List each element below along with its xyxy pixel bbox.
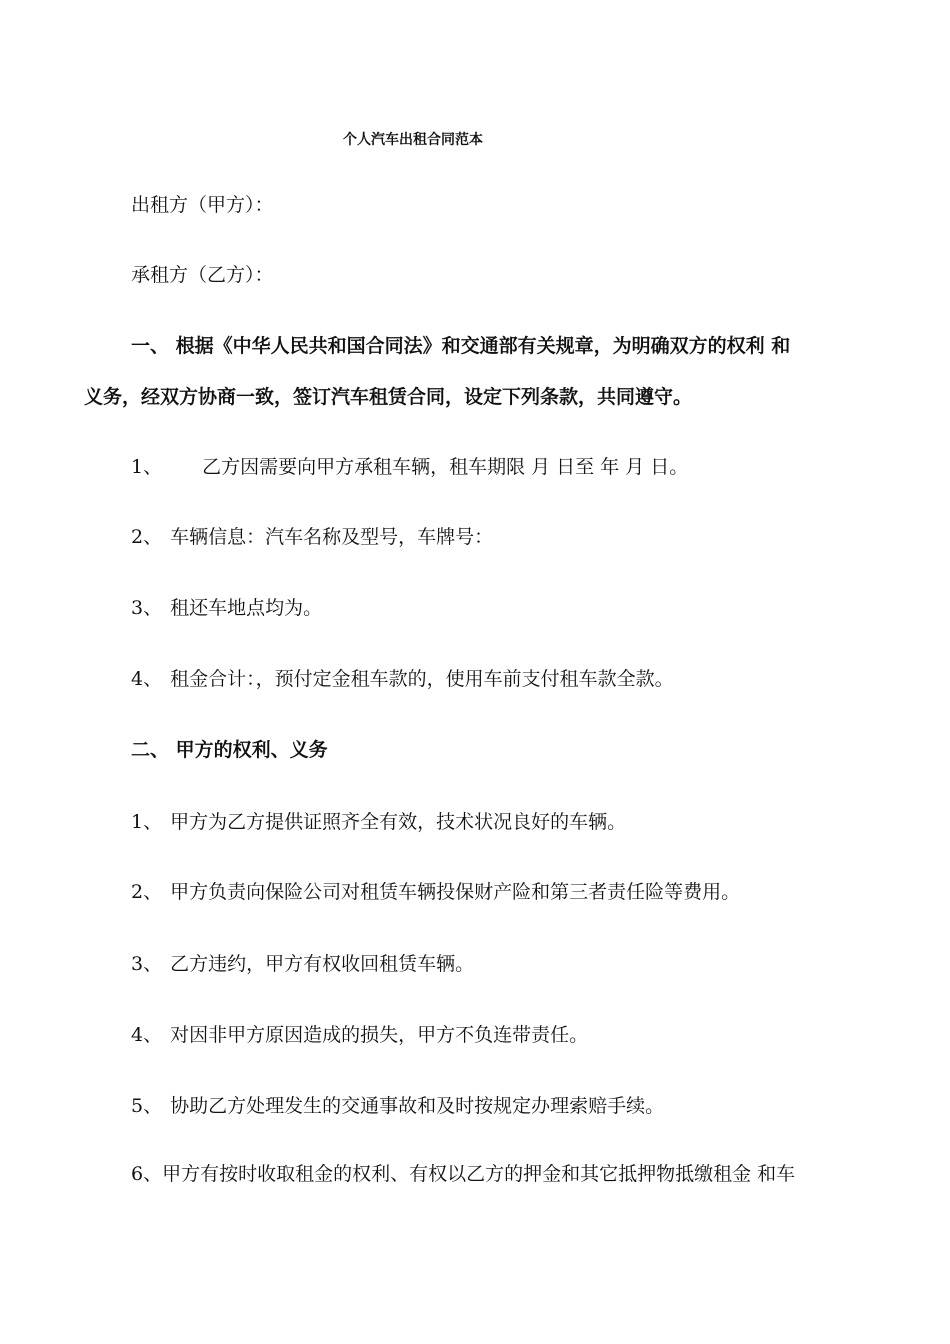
item-text: 租金合计：，预付定金租车款的，使用车前支付租车款全款。 xyxy=(170,668,674,690)
section1-paragraph-line2: 义务，经双方协商一致，签订汽车租赁合同，设定下列条款，共同遵守。 xyxy=(84,386,693,408)
item-number: 2、 xyxy=(131,881,163,903)
item-text: 租还车地点均为。 xyxy=(170,597,323,619)
item-text: 甲方有按时收取租金的权利、有权以乙方的押金和其它抵押物抵缴租金 和车 xyxy=(162,1163,796,1185)
lessor-line: 出租方（甲方）： xyxy=(131,194,274,216)
item-number: 6、 xyxy=(131,1163,163,1185)
item-number: 3、 xyxy=(131,953,163,975)
item-text: 车辆信息：汽车名称及型号，车牌号： xyxy=(170,526,494,548)
item-text: 甲方负责向保险公司对租赁车辆投保财产险和第三者责任险等费用。 xyxy=(170,881,741,903)
item-number: 2、 xyxy=(131,526,163,548)
list-item xyxy=(131,667,674,691)
item-text: 乙方因需要向甲方承租车辆，租车期限 月 日至 年 月 日。 xyxy=(202,456,689,478)
list-item xyxy=(131,880,740,904)
list-item xyxy=(131,1162,795,1186)
list-item xyxy=(131,810,626,834)
section1-paragraph-line1: 一、 根据《中华人民共和国合同法》和交通部有关规章，为明确双方的权利 和 xyxy=(131,335,791,357)
section2-heading: 二、 甲方的权利、义务 xyxy=(131,739,328,761)
document-title: 个人汽车出租合同范本 xyxy=(343,132,483,148)
list-item xyxy=(131,1023,588,1047)
item-text: 乙方违约，甲方有权收回租赁车辆。 xyxy=(170,953,475,975)
item-number: 1、 xyxy=(131,456,163,478)
list-item xyxy=(131,952,474,976)
list-item xyxy=(131,525,493,549)
list-item xyxy=(131,1094,664,1118)
item-number: 1、 xyxy=(131,811,163,833)
item-number: 4、 xyxy=(131,1024,163,1046)
item-number: 3、 xyxy=(131,597,163,619)
item-text: 协助乙方处理发生的交通事故和及时按规定办理索赔手续。 xyxy=(170,1095,665,1117)
item-number: 4、 xyxy=(131,668,163,690)
list-item xyxy=(131,596,322,620)
lessee-line: 承租方（乙方）： xyxy=(131,264,274,286)
item-number: 5、 xyxy=(131,1095,163,1117)
item-text: 对因非甲方原因造成的损失，甲方不负连带责任。 xyxy=(170,1024,589,1046)
list-item xyxy=(131,455,688,479)
item-text: 甲方为乙方提供证照齐全有效，技术状况良好的车辆。 xyxy=(170,811,627,833)
